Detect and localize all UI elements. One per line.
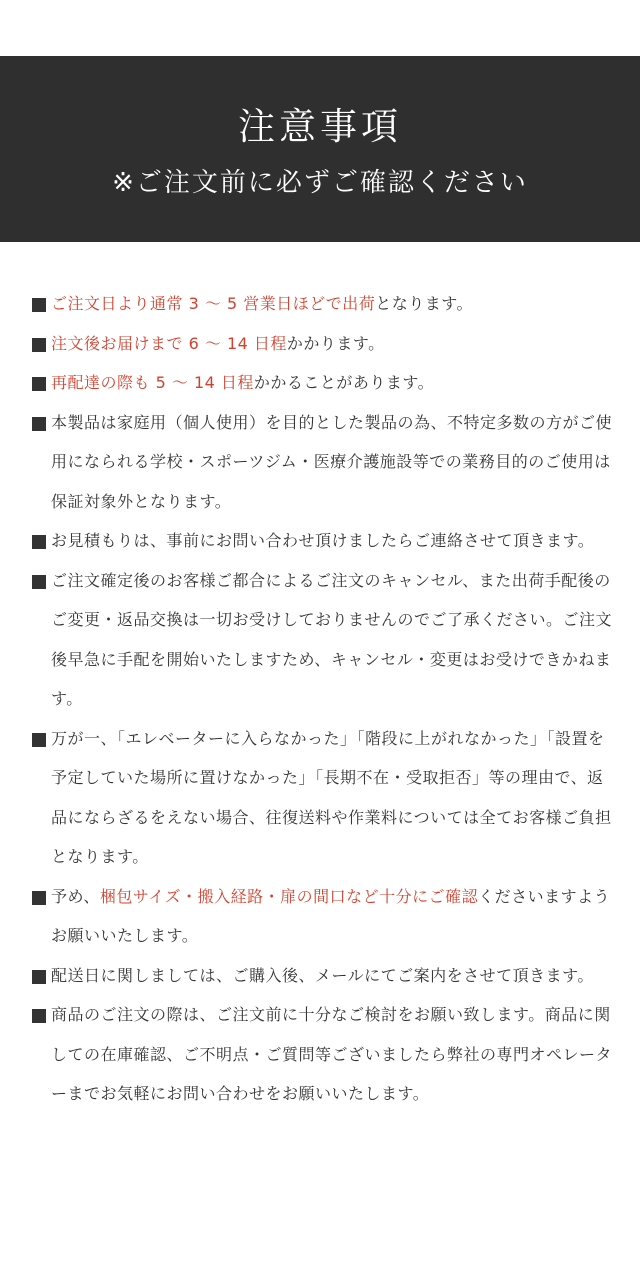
note-inquiry [31,995,615,1114]
note-cancellation [31,561,615,719]
note-return-shipping [31,719,615,877]
notice-title: 注意事項 [238,105,402,148]
note-highlight: ご注文日より通常 3 ～ 5 営業日ほどで出荷 [51,294,376,313]
note-text: くださいますようお願いいたします。 [51,886,611,945]
note-delivery-date [31,956,615,996]
note-text: 万が一、「エレベーターに入らなかった」「階段に上がれなかった」「設置を予定していた場所に置けなかった」「長期不在・受取拒否」等の理由で、返品にならざるをえない場合、往復送料や作業料については全てお客様ご負担となります。 [51,728,612,866]
note-estimate [31,521,615,561]
note-prefix: 予め、 [51,886,100,906]
square-bullet-icon [32,970,46,984]
square-bullet-icon [32,733,46,747]
note-highlight: 再配達の際も 5 ～ 14 日程 [51,373,254,392]
square-bullet-icon [32,338,46,352]
note-text: かかります。 [286,333,385,353]
square-bullet-icon [32,575,46,589]
notice-list [31,284,615,1114]
square-bullet-icon [32,535,46,549]
note-check-package-size [31,877,615,956]
notice-subtitle: ※ご注文前に必ずご確認ください [112,168,528,198]
square-bullet-icon [32,298,46,312]
notice-header [0,56,640,242]
note-text: お見積もりは、事前にお問い合わせ頂けましたらご連絡させて頂きます。 [51,531,595,550]
note-household-use [31,403,615,522]
square-bullet-icon [32,1009,46,1023]
note-text: 商品のご注文の際は、ご注文前に十分なご検討をお願い致します。商品に関しての在庫確認、ご不明点・ご質問等ございましたら弊社の専門オペレーターまでお気軽にお問い合わせをお願いいたします。 [51,1005,613,1103]
note-text: となります。 [375,294,473,313]
square-bullet-icon [32,417,46,431]
note-delivery-time [31,324,615,364]
note-shipping-time [31,284,615,324]
note-highlight: 梱包サイズ・搬入経路・扉の間口など十分にご確認 [99,886,479,906]
note-text: 本製品は家庭用（個人使用）を目的とした製品の為、不特定多数の方がご使用になられる学校・スポーツジム・医療介護施設等での業務目的のご使用は保証対象外となります。 [51,412,613,511]
note-text: ご注文確定後のお客様ご都合によるご注文のキャンセル、また出荷手配後のご変更・返品交換は一切お受けしておりませんのでご了承ください。ご注文後早急に手配を開始いたしますため、キャンセル・変更はお受けできかねます。 [51,570,613,708]
note-highlight: 注文後お届けまで 6 ～ 14 日程 [51,333,287,353]
note-text: かかることがあります。 [253,373,435,392]
note-redelivery-time [31,363,615,403]
square-bullet-icon [32,377,46,391]
note-text: 配送日に関しましては、ご購入後、メールにてご案内をさせて頂きます。 [51,965,594,985]
square-bullet-icon [32,891,46,905]
